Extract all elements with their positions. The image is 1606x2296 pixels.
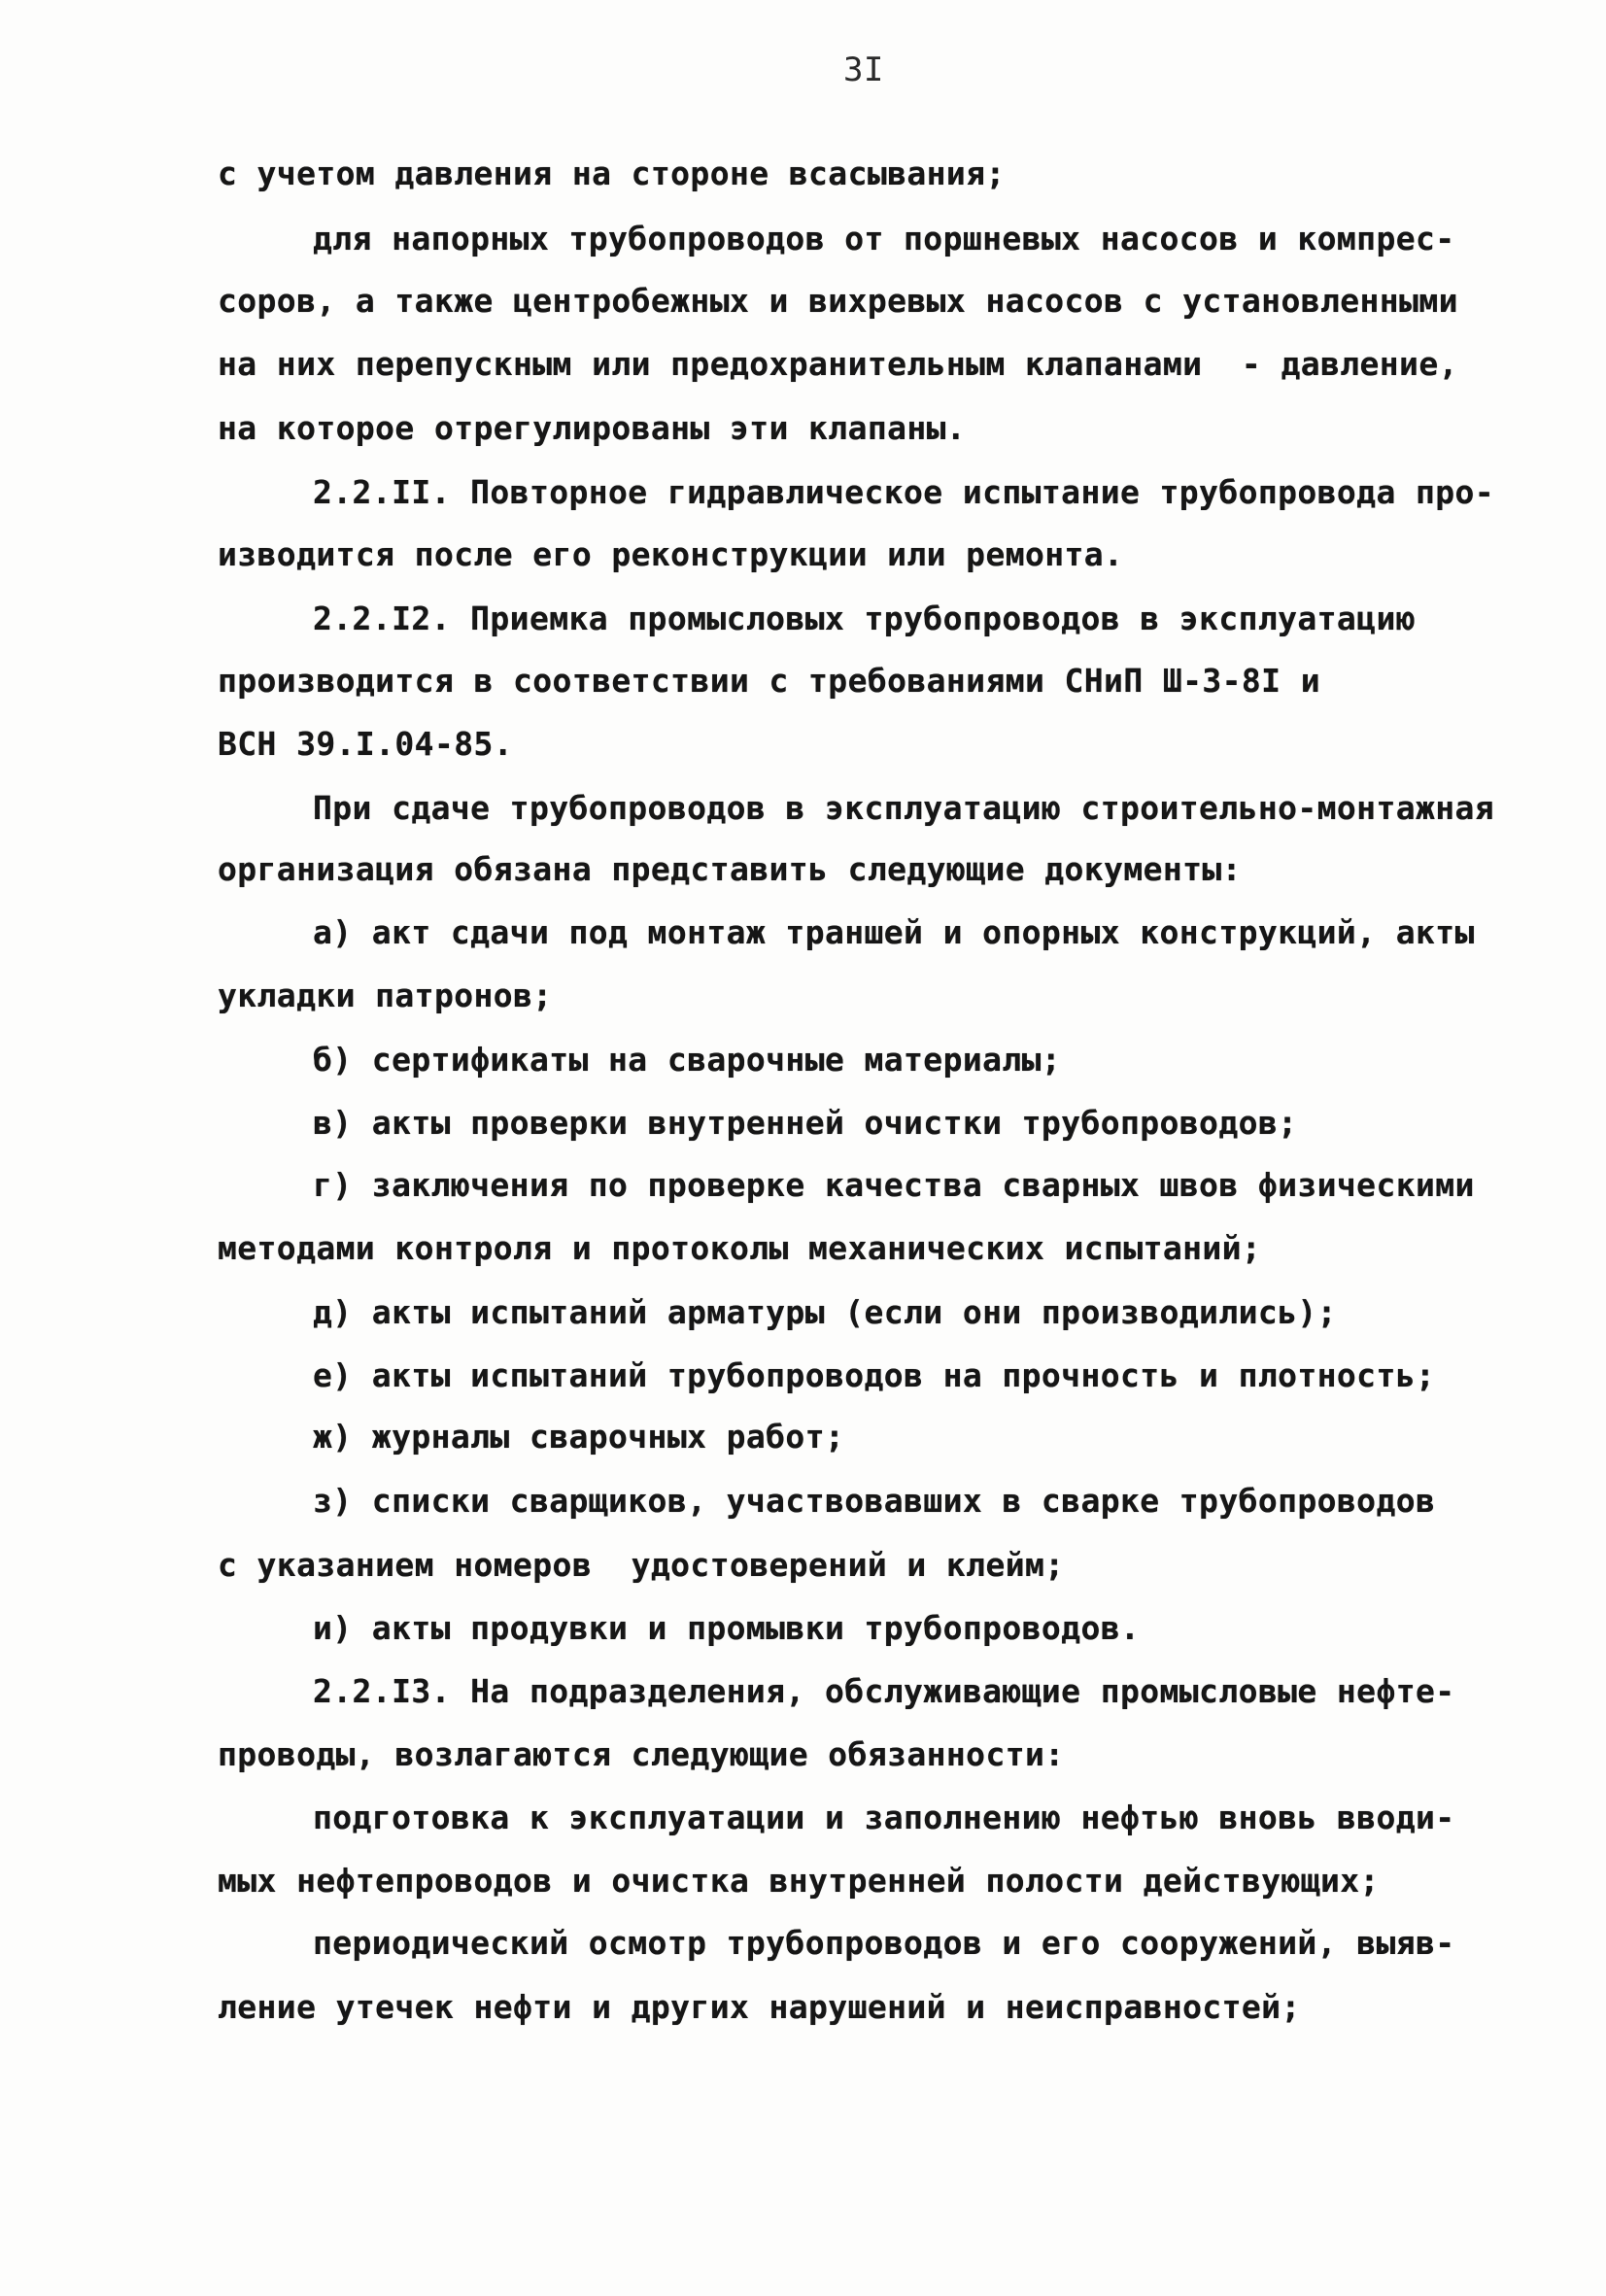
- text-line: ление утечек нефти и других нарушений и неисправностей;: [218, 1988, 1301, 2026]
- text-line: для напорных трубопроводов от поршневых насосов и компрес-: [313, 220, 1455, 257]
- list-item: и) акты продувки и промывки трубопроводов.: [313, 1609, 1141, 1647]
- text-line: организация обязана представить следующие документы:: [218, 850, 1242, 888]
- text-line: на них перепускным или предохранительным клапанами - давление,: [218, 345, 1458, 383]
- text-line: соров, а также центробежных и вихревых насосов с установленными: [218, 282, 1458, 320]
- text-line: 2.2.I2. Приемка промысловых трубопроводов в эксплуатацию: [313, 600, 1416, 637]
- text-line: 2.2.II. Повторное гидравлическое испытание трубопровода про-: [313, 473, 1495, 511]
- list-item: в) акты проверки внутренней очистки трубопроводов;: [313, 1104, 1298, 1142]
- text-line: изводится после его реконструкции или ремонта.: [218, 535, 1124, 573]
- text-line: на которое отрегулированы эти клапаны.: [218, 409, 967, 447]
- list-item: методами контроля и протоколы механических испытаний;: [218, 1229, 1262, 1267]
- text-line: проводы, возлагаются следующие обязанности:: [218, 1735, 1065, 1773]
- list-item: г) заключения по проверке качества сварных швов физическими: [313, 1166, 1475, 1204]
- list-item: укладки патронов;: [218, 977, 553, 1014]
- list-item: з) списки сварщиков, участвовавших в сварке трубопроводов: [313, 1482, 1436, 1520]
- text-line: производится в соответствии с требованиями СНиП Ш-3-8I и: [218, 662, 1320, 700]
- text-line: ВСН 39.I.04-85.: [218, 725, 514, 763]
- page-number: 3I: [843, 51, 884, 89]
- text-line: мых нефтепроводов и очистка внутренней полости действующих;: [218, 1862, 1380, 1900]
- text-line: периодический осмотр трубопроводов и его сооружений, выяв-: [313, 1924, 1455, 1962]
- list-item: ж) журналы сварочных работ;: [313, 1418, 845, 1456]
- list-item: е) акты испытаний трубопроводов на прочность и плотность;: [313, 1356, 1436, 1394]
- list-item: д) акты испытаний арматуры (если они производились);: [313, 1293, 1337, 1331]
- text-line: с учетом давления на стороне всасывания;: [218, 154, 1006, 192]
- list-item: б) сертификаты на сварочные материалы;: [313, 1041, 1062, 1079]
- text-line: подготовка к эксплуатации и заполнению нефтью вновь вводи-: [313, 1799, 1455, 1836]
- list-item: а) акт сдачи под монтаж траншей и опорных конструкций, акты: [313, 913, 1475, 951]
- text-line: 2.2.I3. На подразделения, обслуживающие промысловые нефте-: [313, 1672, 1455, 1710]
- list-item: с указанием номеров удостоверений и клейм;: [218, 1546, 1065, 1584]
- text-line: При сдаче трубопроводов в эксплуатацию строительно-монтажная: [313, 789, 1495, 827]
